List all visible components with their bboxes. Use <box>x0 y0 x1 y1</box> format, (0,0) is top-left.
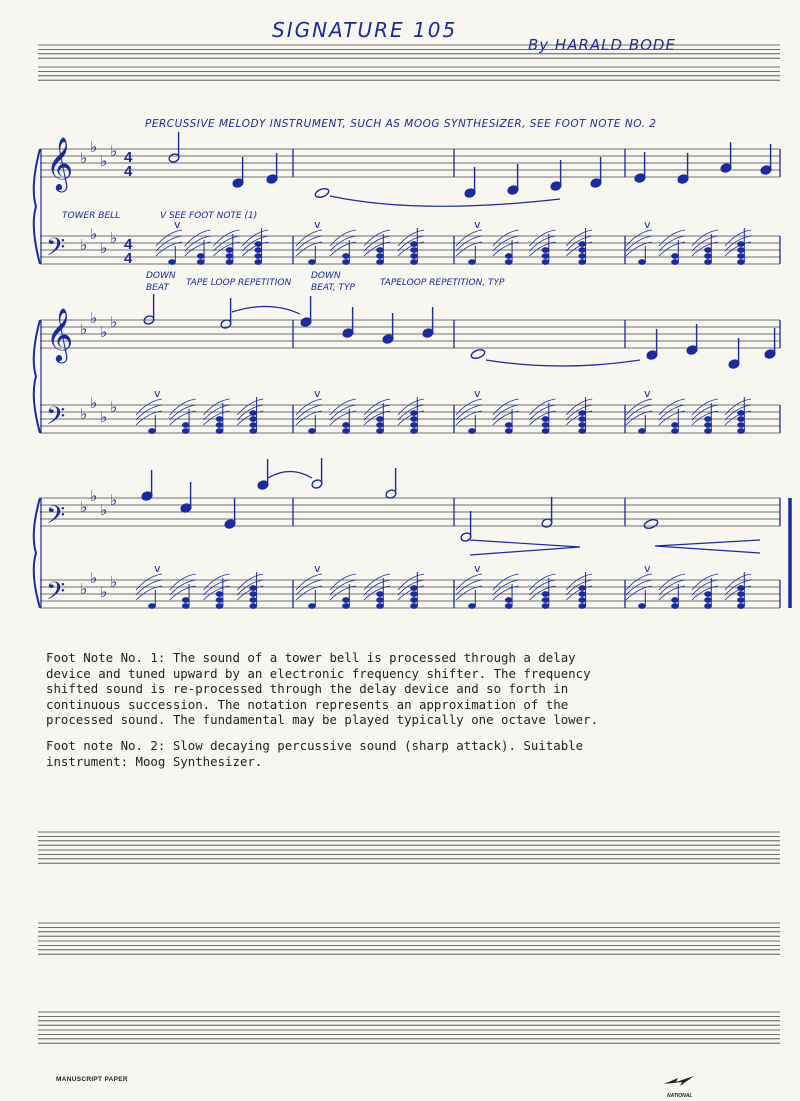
tape-loop-slur <box>530 230 556 246</box>
lower-staff <box>40 236 780 264</box>
whole-note <box>470 348 486 360</box>
down-beat-mark: v <box>154 562 161 575</box>
chord-note <box>410 591 417 596</box>
diminuendo-hairpin <box>655 540 760 553</box>
foot-note-2: Foot note No. 2: Slow decaying percussive sound (sharp attack). Suitable instrument: Moog Synthesizer. <box>46 738 584 769</box>
chord-note <box>376 422 383 427</box>
chord-note <box>226 259 233 264</box>
flat-sign-icon: ♭ <box>90 394 98 412</box>
tape-loop-slur <box>659 580 685 595</box>
tape-loop-slur <box>493 580 519 595</box>
tape-loop-slur <box>330 580 356 595</box>
upper-staff <box>40 498 780 526</box>
chord-note <box>216 597 223 602</box>
tape-loop-slur <box>296 411 322 425</box>
chord-note <box>638 603 645 608</box>
down-beat-mark: v <box>314 218 321 231</box>
tape-loop-slur <box>626 230 652 246</box>
chord-note <box>704 603 711 608</box>
chord-note <box>226 247 233 252</box>
down-beat-mark: v <box>174 218 181 231</box>
flat-sign-icon: ♭ <box>110 313 118 331</box>
flat-sign-icon: ♭ <box>100 323 108 341</box>
tape-loop-slur <box>170 399 196 415</box>
tape-loop-slur <box>185 242 211 256</box>
chord-note <box>505 603 512 608</box>
chord-note <box>376 428 383 433</box>
tape-loop-slur <box>364 230 390 246</box>
chord-note <box>579 597 586 602</box>
chord-note <box>250 603 257 608</box>
tie <box>330 196 560 206</box>
chord-note <box>737 428 744 433</box>
chord-note <box>410 422 417 427</box>
tape-loop-slur <box>185 236 211 251</box>
blank-staff <box>38 850 780 863</box>
flat-sign-icon: ♭ <box>90 225 98 243</box>
system-brace <box>34 149 40 264</box>
blank-staff <box>38 832 780 845</box>
chord-note <box>737 603 744 608</box>
tape-loop-slur <box>214 230 240 246</box>
tape-loop-slur <box>493 242 519 256</box>
chord-note <box>704 428 711 433</box>
chord-note <box>410 259 417 264</box>
chord-note <box>638 428 645 433</box>
tape-loop-slur <box>626 405 652 420</box>
tape-loop-slur <box>626 236 652 251</box>
chord-note <box>308 603 315 608</box>
chord-note <box>542 603 549 608</box>
tape-loop-slur <box>456 405 482 420</box>
tape-loop-slur <box>493 399 519 415</box>
tape-loop-slur <box>493 230 519 246</box>
chord-note <box>410 247 417 252</box>
flat-sign-icon: ♭ <box>90 487 98 505</box>
tape-loop-slur <box>136 399 162 415</box>
national-brand-label: NATIONAL <box>667 1093 693 1099</box>
chord-note <box>505 597 512 602</box>
whole-note <box>643 518 659 530</box>
chord-note <box>376 591 383 596</box>
chord-note <box>410 428 417 433</box>
chord-note <box>579 259 586 264</box>
tape-loop-typ-label: TAPELOOP REPETITION, TYP <box>380 278 505 288</box>
chord-note <box>704 416 711 421</box>
chord-note <box>737 416 744 421</box>
chord-note <box>376 253 383 258</box>
system-brace <box>34 320 40 433</box>
chord-note <box>542 597 549 602</box>
tape-loop-slur <box>530 399 556 415</box>
down-beat-mark: v <box>154 387 161 400</box>
tape-loop-slur <box>136 405 162 420</box>
flat-sign-icon: ♭ <box>110 573 118 591</box>
chord-note <box>376 416 383 421</box>
chord-note <box>226 253 233 258</box>
tape-loop-slur <box>296 580 322 595</box>
tape-loop-slur <box>692 399 718 415</box>
flat-sign-icon: ♭ <box>80 580 88 598</box>
tape-loop-slur <box>659 586 685 600</box>
time-signature: 4 <box>124 149 133 166</box>
chord-note <box>182 422 189 427</box>
chord-note <box>737 253 744 258</box>
tape-loop-slur <box>659 405 685 420</box>
national-logo-icon <box>660 1072 700 1094</box>
tape-loop-slur <box>493 586 519 600</box>
chord-note <box>216 591 223 596</box>
tape-loop-slur <box>296 399 322 415</box>
bass-clef-icon: 𝄢 <box>46 402 66 437</box>
chord-note <box>505 422 512 427</box>
tape-loop-slur <box>170 574 196 590</box>
chord-note <box>342 422 349 427</box>
chord-note <box>148 603 155 608</box>
tape-loop-slur <box>330 405 356 420</box>
chord-note <box>505 428 512 433</box>
chord-note <box>671 259 678 264</box>
tape-loop-slur <box>170 580 196 595</box>
chord-note <box>704 247 711 252</box>
tape-loop-slur <box>330 574 356 590</box>
chord-note <box>250 591 257 596</box>
tape-loop-slur <box>493 405 519 420</box>
chord-note <box>410 253 417 258</box>
upper-staff <box>40 320 780 348</box>
flat-sign-icon: ♭ <box>100 239 108 257</box>
manuscript-paper-label: MANUSCRIPT PAPER <box>56 1076 128 1083</box>
chord-note <box>168 259 175 264</box>
down-beat-typ-label: DOWN BEAT, TYP <box>311 271 355 293</box>
flat-sign-icon: ♭ <box>100 583 108 601</box>
flat-sign-icon: ♭ <box>80 405 88 423</box>
bass-clef-icon: 𝄢 <box>46 233 66 268</box>
tape-loop-slur <box>136 580 162 595</box>
chord-note <box>579 416 586 421</box>
tape-loop-slur <box>456 236 482 251</box>
tape-loop-slur <box>456 242 482 256</box>
down-beat-mark: v <box>474 218 481 231</box>
chord-note <box>255 259 262 264</box>
chord-note <box>737 597 744 602</box>
tape-loop-slur <box>296 574 322 590</box>
chord-note <box>579 247 586 252</box>
chord-note <box>737 259 744 264</box>
tape-loop-slur <box>659 242 685 256</box>
chord-note <box>542 428 549 433</box>
tape-loop-slur <box>626 242 652 256</box>
chord-note <box>704 591 711 596</box>
flat-sign-icon: ♭ <box>80 236 88 254</box>
tape-loop-slur <box>626 580 652 595</box>
chord-note <box>182 428 189 433</box>
tape-loop-slur <box>296 236 322 251</box>
tape-loop-slur <box>364 399 390 415</box>
blank-staff <box>38 941 780 954</box>
chord-note <box>671 422 678 427</box>
flat-sign-icon: ♭ <box>110 398 118 416</box>
chord-note <box>468 259 475 264</box>
chord-note <box>468 428 475 433</box>
tape-loop-slur <box>626 586 652 600</box>
upper-staff <box>40 149 780 177</box>
chord-note <box>410 416 417 421</box>
tape-loop-slur <box>204 574 230 590</box>
tape-loop-slur <box>626 574 652 590</box>
chord-note <box>542 591 549 596</box>
chord-note <box>216 428 223 433</box>
see-foot-note-label: V SEE FOOT NOTE (1) <box>160 211 258 221</box>
chord-note <box>671 603 678 608</box>
flat-sign-icon: ♭ <box>110 142 118 160</box>
flat-sign-icon: ♭ <box>110 229 118 247</box>
tie <box>486 360 640 366</box>
flat-sign-icon: ♭ <box>90 138 98 156</box>
tape-loop-slur <box>330 586 356 600</box>
tape-loop-slur <box>456 586 482 600</box>
chord-note <box>505 259 512 264</box>
tower-bell-label: TOWER BELL <box>62 211 121 221</box>
chord-note <box>542 247 549 252</box>
bass-clef-icon: 𝄢 <box>46 577 66 612</box>
time-signature: 4 <box>124 163 133 180</box>
down-beat-mark: v <box>644 562 651 575</box>
chord-note <box>542 422 549 427</box>
blank-staff <box>38 923 780 936</box>
tape-loop-slur <box>170 586 196 600</box>
chord-note <box>542 416 549 421</box>
chord-note <box>579 603 586 608</box>
flat-sign-icon: ♭ <box>100 152 108 170</box>
chord-note <box>737 591 744 596</box>
tape-loop-slur <box>493 411 519 425</box>
chord-note <box>468 603 475 608</box>
tape-loop-slur <box>156 230 182 246</box>
composer-credit: By HARALD BODE <box>528 36 676 54</box>
chord-note <box>216 416 223 421</box>
chord-note <box>704 597 711 602</box>
treble-clef-icon: 𝄞 <box>46 136 74 190</box>
tape-loop-slur <box>530 574 556 590</box>
chord-note <box>182 597 189 602</box>
music-notation <box>34 132 790 612</box>
flat-sign-icon: ♭ <box>90 569 98 587</box>
chord-note <box>376 603 383 608</box>
chord-note <box>671 428 678 433</box>
blank-staff <box>38 1030 780 1043</box>
tape-loop-slur <box>493 574 519 590</box>
chord-note <box>342 259 349 264</box>
flat-sign-icon: ♭ <box>80 320 88 338</box>
chord-note <box>342 597 349 602</box>
chord-note <box>579 591 586 596</box>
tape-loop-slur <box>170 411 196 425</box>
flat-sign-icon: ♭ <box>100 408 108 426</box>
tape-loop-slur <box>692 574 718 590</box>
tape-loop-slur <box>156 236 182 251</box>
tape-loop-slur <box>156 242 182 256</box>
chord-note <box>216 422 223 427</box>
chord-note <box>197 253 204 258</box>
tape-loop-slur <box>330 399 356 415</box>
chord-note <box>342 603 349 608</box>
chord-note <box>148 428 155 433</box>
blank-staff <box>38 45 780 58</box>
chord-note <box>250 416 257 421</box>
chord-note <box>250 428 257 433</box>
tape-loop-slur <box>330 236 356 251</box>
tape-loop-slur <box>296 586 322 600</box>
tape-loop-slur <box>626 411 652 425</box>
tape-loop-slur <box>330 230 356 246</box>
chord-note <box>255 253 262 258</box>
tape-loop-slur <box>659 230 685 246</box>
flat-sign-icon: ♭ <box>110 491 118 509</box>
chord-note <box>638 259 645 264</box>
down-beat-mark: v <box>314 562 321 575</box>
tape-loop-slur <box>692 230 718 246</box>
chord-note <box>671 597 678 602</box>
chord-note <box>216 603 223 608</box>
crescendo-hairpin <box>470 540 580 555</box>
tape-loop-slur <box>456 411 482 425</box>
chord-note <box>376 247 383 252</box>
flat-sign-icon: ♭ <box>80 498 88 516</box>
treble-clef-icon: 𝄞 <box>46 307 74 361</box>
chord-note <box>737 422 744 427</box>
whole-note <box>314 187 330 199</box>
chord-note <box>410 603 417 608</box>
tie <box>232 306 300 314</box>
chord-note <box>542 259 549 264</box>
chord-note <box>579 253 586 258</box>
tape-loop-slur <box>296 230 322 246</box>
chord-note <box>308 259 315 264</box>
tape-loop-slur <box>456 230 482 246</box>
tape-loop-slur <box>136 574 162 590</box>
score-title: SIGNATURE 105 <box>272 18 458 42</box>
tape-loop-slur <box>659 574 685 590</box>
down-beat-mark: v <box>644 387 651 400</box>
blank-staff <box>38 67 780 80</box>
time-signature: 4 <box>124 236 133 253</box>
system-brace <box>34 498 40 608</box>
staff-lines <box>38 45 780 1043</box>
instrument-annotation: PERCUSSIVE MELODY INSTRUMENT, SUCH AS MOOG SYNTHESIZER, SEE FOOT NOTE NO. 2 <box>145 118 657 130</box>
chord-note <box>704 259 711 264</box>
tape-loop-slur <box>456 580 482 595</box>
flat-sign-icon: ♭ <box>90 309 98 327</box>
tape-loop-slur <box>296 242 322 256</box>
tape-loop-slur <box>626 399 652 415</box>
tape-loop-label: TAPE LOOP REPETITION <box>186 278 292 288</box>
chord-note <box>342 253 349 258</box>
tape-loop-slur <box>204 399 230 415</box>
tape-loop-slur <box>659 236 685 251</box>
blank-staff <box>38 1012 780 1025</box>
tape-loop-slur <box>456 399 482 415</box>
time-signature: 4 <box>124 250 133 267</box>
chord-note <box>505 253 512 258</box>
chord-note <box>342 428 349 433</box>
tape-loop-slur <box>170 405 196 420</box>
foot-note-1: Foot Note No. 1: The sound of a tower bell is processed through a delay device and tuned upward by an electronic frequency shifter. The frequency shifted sound is re-processed through the delay device and so forth in continuous succession. The notation represents an approximation of the processed sound. The fundamental may be played typically one octave lower. <box>46 650 599 727</box>
chord-note <box>542 253 549 258</box>
chord-note <box>737 247 744 252</box>
tape-loop-slur <box>330 242 356 256</box>
down-beat-mark: v <box>314 387 321 400</box>
chord-note <box>671 253 678 258</box>
down-beat-mark: v <box>474 387 481 400</box>
tape-loop-slur <box>296 405 322 420</box>
tape-loop-slur <box>493 236 519 251</box>
chord-note <box>250 597 257 602</box>
down-beat-mark: v <box>644 218 651 231</box>
chord-note <box>704 422 711 427</box>
tape-loop-slur <box>136 411 162 425</box>
flat-sign-icon: ♭ <box>100 501 108 519</box>
tape-loop-slur <box>364 574 390 590</box>
chord-note <box>308 428 315 433</box>
chord-note <box>197 259 204 264</box>
tape-loop-slur <box>659 411 685 425</box>
chord-note <box>579 428 586 433</box>
tape-loop-slur <box>185 230 211 246</box>
flat-sign-icon: ♭ <box>80 149 88 167</box>
chord-note <box>376 259 383 264</box>
chord-note <box>410 597 417 602</box>
tape-loop-slur <box>456 574 482 590</box>
bass-clef-icon: 𝄢 <box>46 501 66 536</box>
tape-loop-slur <box>136 586 162 600</box>
tape-loop-slur <box>330 411 356 425</box>
chord-note <box>250 422 257 427</box>
down-beat-mark: v <box>474 562 481 575</box>
chord-note <box>376 597 383 602</box>
down-beat-label: DOWN BEAT <box>146 271 176 293</box>
chord-note <box>579 422 586 427</box>
chord-note <box>704 253 711 258</box>
chord-note <box>255 247 262 252</box>
tape-loop-slur <box>659 399 685 415</box>
chord-note <box>182 603 189 608</box>
tie <box>268 472 312 479</box>
